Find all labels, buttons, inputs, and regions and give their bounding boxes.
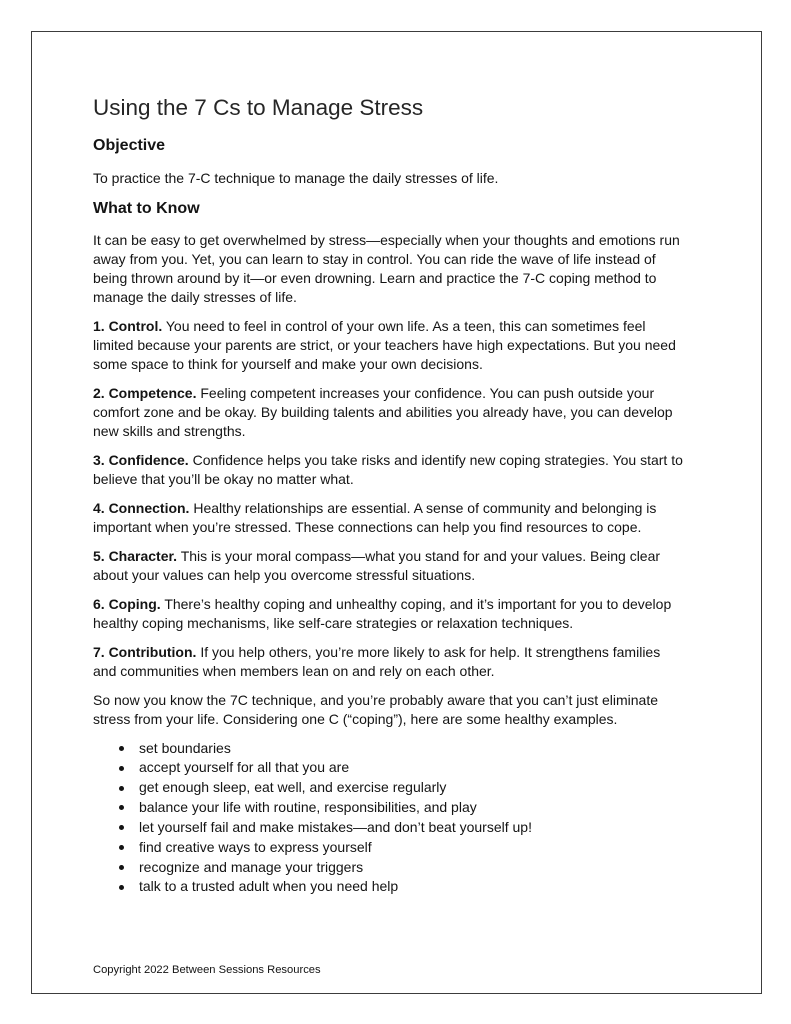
list-item [93, 818, 733, 838]
bullet-icon [119, 885, 124, 890]
list-item [93, 798, 733, 818]
list-item-text: get enough sleep, eat well, and exercise regularly [139, 779, 447, 796]
document-title: Using the 7 Cs to Manage Stress [93, 95, 424, 120]
item-line: and communities when members lean on and rely on each other. [93, 662, 495, 679]
item-first-line [93, 643, 733, 662]
item-lead: 5. Character. [93, 547, 178, 564]
bullet-icon [119, 825, 124, 830]
seven-c-item-competence [93, 384, 733, 441]
item-line: new skills and strengths. [93, 422, 246, 439]
item-first-line [93, 547, 733, 566]
item-line: comfort zone and be okay. By building talents and abilities you already have, you can develop [93, 403, 673, 420]
copyright-footer: Copyright 2022 Between Sessions Resources [93, 964, 321, 976]
item-line: some space to think for yourself and make your own decisions. [93, 355, 483, 372]
coping-examples-list [93, 739, 733, 898]
intro-line: It can be easy to get overwhelmed by stress—especially when your thoughts and emotions run [93, 231, 680, 248]
item-lead: 2. Competence. [93, 384, 197, 401]
seven-c-item-confidence [93, 451, 733, 489]
seven-c-item-control [93, 317, 733, 374]
item-first-line [93, 451, 733, 470]
closing-paragraph [93, 691, 733, 729]
list-item-text: balance your life with routine, responsibilities, and play [139, 799, 477, 816]
seven-c-item-coping [93, 595, 733, 633]
bullet-icon [119, 805, 124, 810]
list-item-text: talk to a trusted adult when you need help [139, 878, 399, 895]
item-lead: 6. Coping. [93, 595, 161, 612]
list-item [93, 838, 733, 858]
list-item [93, 858, 733, 878]
item-first-line [93, 384, 733, 403]
list-item [93, 778, 733, 798]
item-line: about your values can help you overcome stressful situations. [93, 566, 476, 583]
item-line: believe that you’ll be okay no matter what. [93, 470, 354, 487]
closing-line: So now you know the 7C technique, and you’re probably aware that you can’t just eliminate [93, 691, 659, 708]
item-line: If you help others, you’re more likely to ask for help. It strengthens families [200, 643, 661, 660]
item-lead: 3. Confidence. [93, 451, 189, 468]
item-line: Healthy relationships are essential. A sense of community and belonging is [193, 499, 657, 516]
item-first-line [93, 317, 733, 336]
list-item-text: set boundaries [139, 739, 231, 756]
list-item-text: let yourself fail and make mistakes—and don’t beat yourself up! [139, 818, 532, 835]
item-first-line [93, 595, 733, 614]
seven-c-item-connection [93, 499, 733, 537]
what-to-know-heading: What to Know [93, 200, 200, 217]
objective-text [93, 169, 733, 188]
item-lead: 4. Connection. [93, 499, 190, 516]
bullet-icon [119, 865, 124, 870]
intro-paragraph [93, 231, 733, 307]
list-item-text: find creative ways to express yourself [139, 838, 372, 855]
intro-line: away from you. Yet, you can learn to stay in control. You can ride the wave of life instead of [93, 250, 656, 267]
seven-c-item-contribution [93, 643, 733, 681]
intro-line: manage the daily stresses of life. [93, 288, 297, 305]
item-lead: 1. Control. [93, 317, 163, 334]
item-lead: 7. Contribution. [93, 643, 197, 660]
list-item-text: accept yourself for all that you are [139, 759, 350, 776]
intro-line: being thrown around by it—or even drowning. Learn and practice the 7-C coping method to [93, 269, 657, 286]
list-item [93, 739, 733, 759]
objective-heading: Objective [93, 137, 166, 154]
item-line: Feeling competent increases your confidence. You can push outside your [200, 384, 655, 401]
closing-line: stress from your life. Considering one C (“coping”), here are some healthy examples. [93, 710, 618, 727]
item-line: There’s healthy coping and unhealthy coping, and it’s important for you to develop [164, 595, 672, 612]
objective-line: To practice the 7-C technique to manage the daily stresses of life. [93, 169, 499, 186]
bullet-icon [119, 786, 124, 791]
item-line: Confidence helps you take risks and identify new coping strategies. You start to [192, 451, 683, 468]
list-item-text: recognize and manage your triggers [139, 858, 364, 875]
item-line: healthy coping mechanisms, like self-care strategies or relaxation techniques. [93, 614, 574, 631]
seven-c-item-character [93, 547, 733, 585]
bullet-icon [119, 766, 124, 771]
list-item [93, 877, 733, 897]
item-line: important when you’re stressed. These connections can help you find resources to cope. [93, 518, 642, 535]
bullet-icon [119, 746, 124, 751]
item-line: limited because your parents are strict, or your teachers have high expectations. But you need [93, 336, 676, 353]
item-line: You need to feel in control of your own life. As a teen, this can sometimes feel [165, 317, 646, 334]
document-body [93, 93, 733, 897]
item-line: This is your moral compass—what you stand for and your values. Being clear [180, 547, 661, 564]
list-item [93, 758, 733, 778]
item-first-line [93, 499, 733, 518]
bullet-icon [119, 845, 124, 850]
